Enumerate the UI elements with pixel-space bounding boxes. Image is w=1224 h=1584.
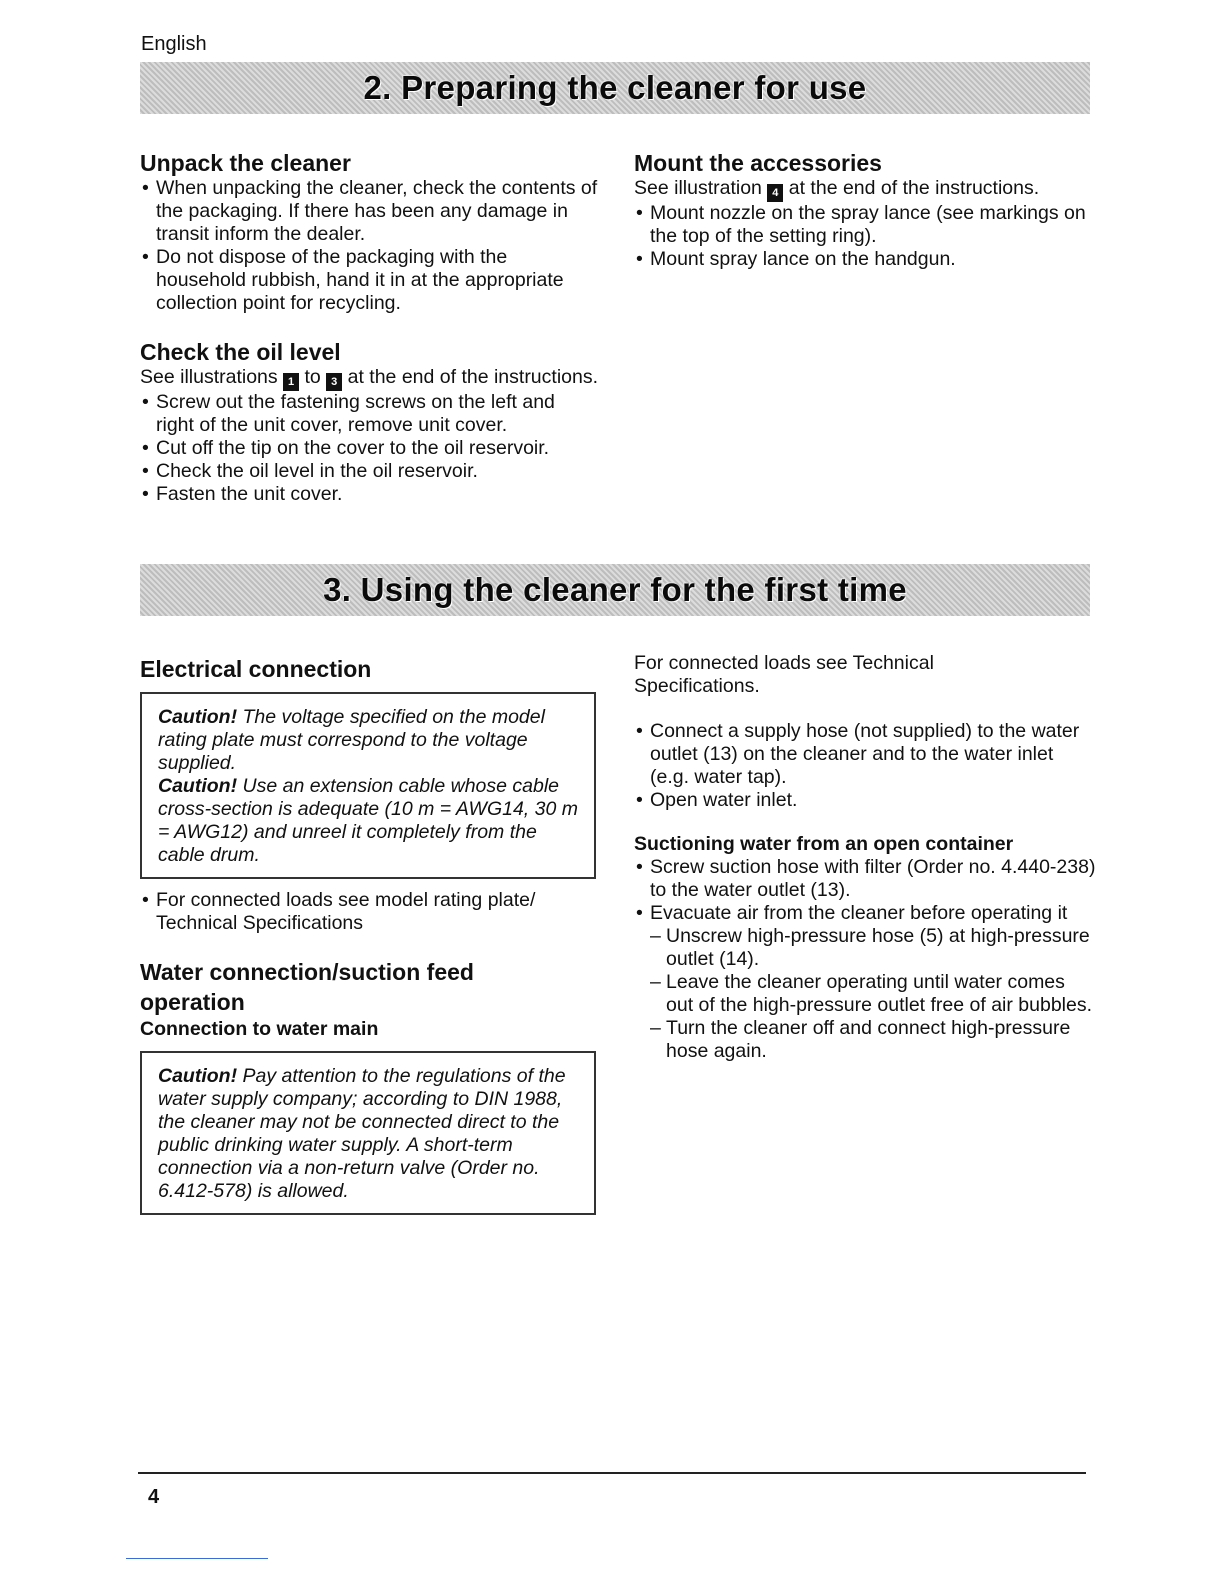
see-text: to <box>304 366 321 388</box>
electrical-heading: Electrical connection <box>140 656 372 682</box>
list-item: • Connect a supply hose (not supplied) to the water outlet (13) on the cleaner and to the water inlet (e.g. water tap). <box>634 720 1096 789</box>
caution-label: Caution! <box>158 1065 238 1087</box>
oil-heading: Check the oil level <box>140 339 341 365</box>
water-subheading: Connection to water main <box>140 1018 379 1040</box>
figure-4-marker: 4 <box>767 184 783 202</box>
section-2-title: 2. Preparing the cleaner for use <box>363 69 867 106</box>
caution-paragraph <box>158 775 584 867</box>
section-2-banner <box>140 62 1090 114</box>
water-caution-box <box>140 1051 596 1215</box>
section-3-banner <box>140 564 1090 616</box>
list-item: • Open water inlet. <box>634 789 1096 812</box>
see-text: at the end of the instructions. <box>347 366 599 388</box>
caution-label: Caution! <box>158 775 238 797</box>
connected-loads-intro: For connected loads see Technical Specifications. <box>634 652 934 697</box>
list-item: – Unscrew high-pressure hose (5) at high-pressure outlet (14). <box>650 925 1096 971</box>
evacuate-steps-list <box>650 925 1096 1063</box>
section-2-right-column <box>634 150 1094 271</box>
language-label: English <box>141 33 207 55</box>
electrical-list <box>140 889 596 935</box>
oil-list <box>140 391 590 506</box>
list-item: • Mount nozzle on the spray lance (see markings on the top of the setting ring). <box>634 202 1094 248</box>
footer-divider <box>138 1472 1086 1474</box>
figure-3-marker: 3 <box>326 373 342 391</box>
section-2-left-column <box>140 150 600 506</box>
caution-label: Caution! <box>158 706 238 728</box>
suction-heading: Suctioning water from an open container <box>634 833 1014 855</box>
electrical-caution-box <box>140 692 596 879</box>
unpack-heading: Unpack the cleaner <box>140 150 351 176</box>
list-item: • When unpacking the cleaner, check the contents of the packaging. If there has been any damage in transit inform the dealer. <box>140 177 600 246</box>
suction-list <box>634 856 1096 925</box>
caution-paragraph <box>158 706 584 775</box>
list-item: • For connected loads see model rating plate/ Technical Specifications <box>140 889 596 935</box>
figure-1-marker: 1 <box>283 373 299 391</box>
supply-list <box>634 720 1096 812</box>
section-3-title: 3. Using the cleaner for the first time <box>323 571 907 608</box>
list-item: – Turn the cleaner off and connect high-pressure hose again. <box>650 1017 1096 1063</box>
list-item: – Leave the cleaner operating until water comes out of the high-pressure outlet free of air bubbles. <box>650 971 1096 1017</box>
list-item: • Do not dispose of the packaging with the household rubbish, hand it in at the appropriate collection point for recycling. <box>140 246 600 315</box>
list-item: • Screw out the fastening screws on the left and right of the unit cover, remove unit cover. <box>140 391 590 437</box>
accessories-list <box>634 202 1094 271</box>
water-heading: Water connection/suction feed operation <box>140 959 474 1015</box>
bottom-link-underline <box>126 1558 268 1559</box>
list-item: • Fasten the unit cover. <box>140 483 590 506</box>
caution-text: The voltage specified on the model rating plate must correspond to the voltage supplied. <box>158 706 545 774</box>
section-3-left-column <box>140 656 596 1215</box>
see-text: See illustration <box>634 177 762 199</box>
accessories-heading: Mount the accessories <box>634 150 882 176</box>
section-3-right-column <box>634 652 1096 1063</box>
see-text: See illustrations <box>140 366 278 388</box>
caution-paragraph <box>158 1065 584 1203</box>
accessories-see-illustration <box>634 177 1094 202</box>
caution-text: Use an extension cable whose cable cross-section is adequate (10 m = AWG14, 30 m = AWG12) and unreel it completely from the cable drum. <box>158 775 578 866</box>
list-item: • Mount spray lance on the handgun. <box>634 248 1094 271</box>
oil-see-illustrations <box>140 366 600 391</box>
unpack-list <box>140 177 600 315</box>
list-item: • Cut off the tip on the cover to the oil reservoir. <box>140 437 590 460</box>
list-item: • Evacuate air from the cleaner before operating it <box>634 902 1096 925</box>
see-text: at the end of the instructions. <box>788 177 1040 199</box>
list-item: • Check the oil level in the oil reservoir. <box>140 460 590 483</box>
page-number: 4 <box>148 1486 160 1508</box>
list-item: • Screw suction hose with filter (Order no. 4.440-238) to the water outlet (13). <box>634 856 1096 902</box>
caution-text: Pay attention to the regulations of the water supply company; according to DIN 1988, the cleaner may not be connected direct to the public drinking water supply. A short-term connection via a non-return valve (Order no. 6.412-578) is allowed. <box>158 1065 566 1202</box>
